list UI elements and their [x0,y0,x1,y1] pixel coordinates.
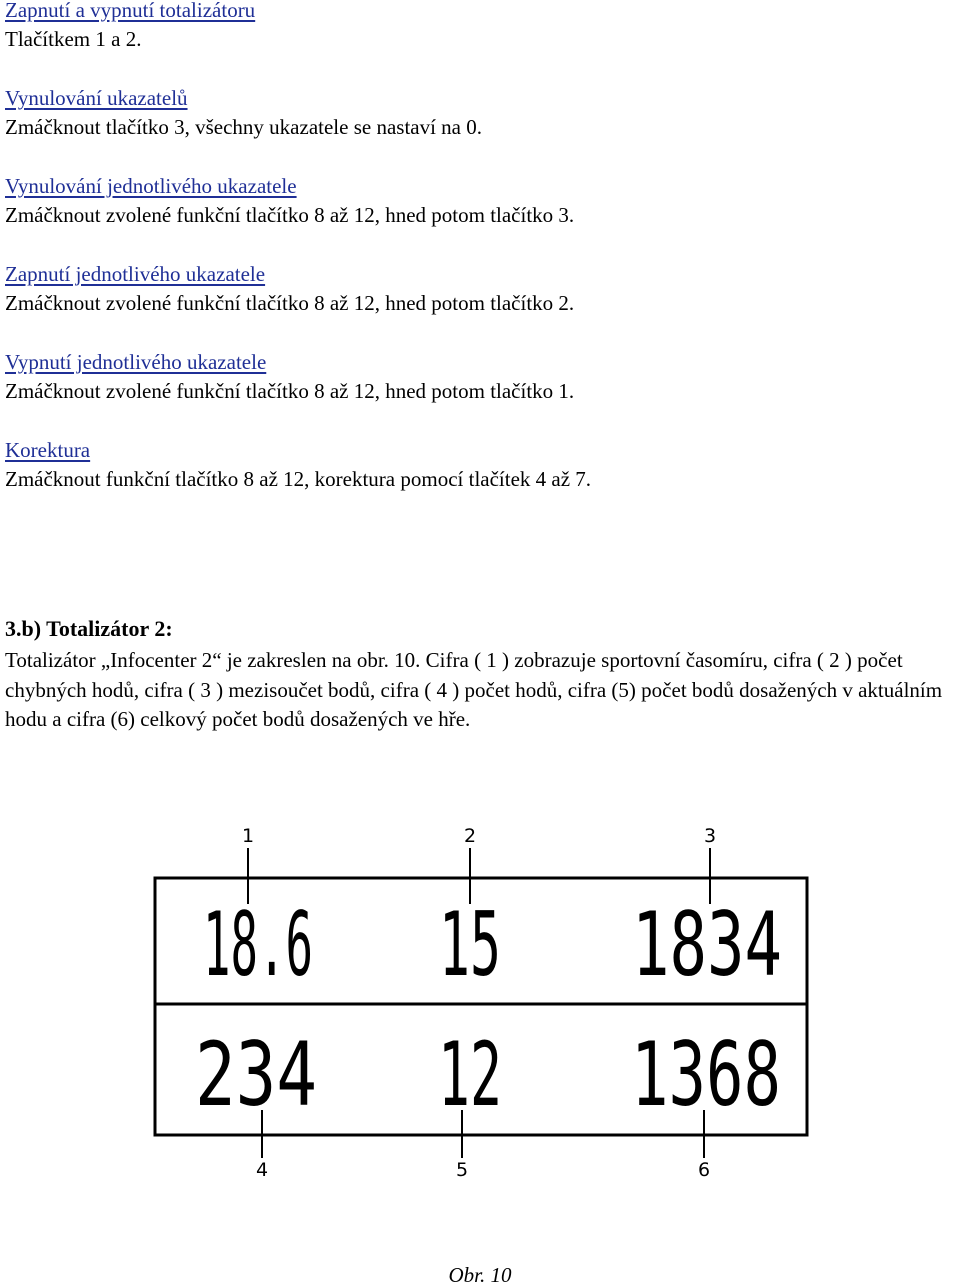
description-paragraph: Totalizátor „Infocenter 2“ je zakreslen na obr. 10. Cifra ( 1 ) zobrazuje sportovní časomíru, cifra ( 2 ) počet chybných hodů, cifra ( 3 ) mezisoučet bodů, cifra ( 4 ) počet hodů, cifra (5) počet bodů dosažených v aktuálním hodu a cifra (6) celkový počet bodů dosažených ve hře. [5,648,943,731]
section-body: Zmáčknout zvolené funkční tlačítko 8 až 12, hned potom tlačítko 1. [5,379,575,403]
section-heading: 3.b) Totalizátor 2: [5,616,173,641]
section-reset-single [5,172,574,230]
display-throws: 234 [195,1023,317,1126]
scoreboard-figure [150,820,810,1190]
display-total-points: 1368 [631,1023,781,1126]
display-throw-points: 12 [438,1023,502,1126]
section-power [5,0,255,54]
section-title[interactable]: Vynulování jednotlivého ukazatele [5,174,297,198]
callout-label-3: 3 [703,825,717,847]
section-title[interactable]: Vynulování ukazatelů [5,86,188,110]
display-subtotal: 1834 [632,893,782,996]
display-timer: 18.6 [203,893,313,996]
section-correction [5,436,591,494]
section-disable-single [5,348,574,406]
callout-label-2: 2 [463,825,477,847]
section-body: Zmáčknout tlačítko 3, všechny ukazatele se nastaví na 0. [5,115,483,139]
section-body: Zmáčknout funkční tlačítko 8 až 12, korektura pomocí tlačítek 4 až 7. [5,467,592,491]
section-title[interactable]: Korektura [5,438,91,462]
section-title[interactable]: Vypnutí jednotlivého ukazatele [5,350,267,374]
figure-caption: Obr. 10 [448,1263,512,1287]
callout-label-6: 6 [697,1159,711,1181]
display-faults: 15 [439,893,501,996]
section-body: Zmáčknout zvolené funkční tlačítko 8 až 12, hned potom tlačítko 3. [5,203,575,227]
section-title[interactable]: Zapnutí jednotlivého ukazatele [5,262,266,286]
callout-label-4: 4 [255,1159,269,1181]
callout-label-1: 1 [241,825,255,847]
callout-label-5: 5 [455,1159,469,1181]
section-enable-single [5,260,574,318]
section-body: Zmáčknout zvolené funkční tlačítko 8 až 12, hned potom tlačítko 2. [5,291,575,315]
section-title[interactable]: Zapnutí a vypnutí totalizátoru [5,0,256,22]
section-body: Tlačítkem 1 a 2. [5,27,142,51]
section-reset-all [5,84,482,142]
